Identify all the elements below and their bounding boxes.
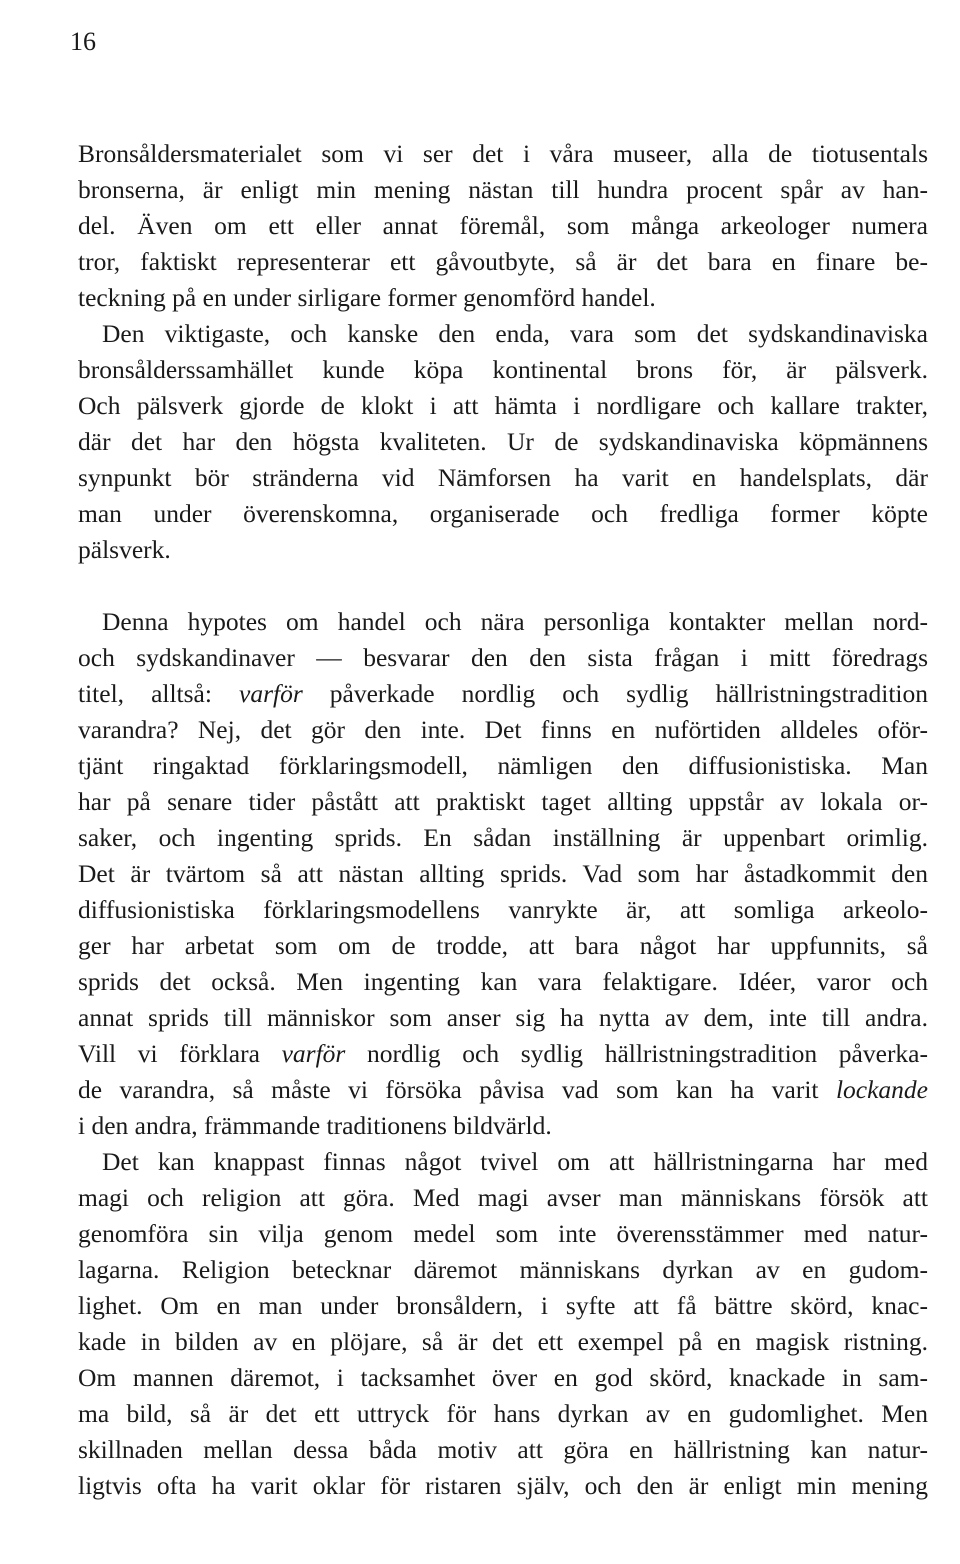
text-line: teckning på en under sirligare former genomförd handel. — [78, 283, 656, 312]
text-line: saker, och ingenting sprids. En sådan inställning är uppenbart orimlig. — [78, 823, 928, 852]
paragraph-gap — [78, 568, 928, 604]
paragraph-1 — [78, 136, 928, 316]
text-line: titel, alltså: varför påverkade nordlig och sydlig hällristningstradition — [78, 679, 928, 708]
text-line: tjänt ringaktad förklaringsmodell, nämligen den diffusionistiska. Man — [78, 751, 928, 780]
text-line: pälsverk. — [78, 535, 171, 564]
page-number: 16 — [70, 27, 96, 56]
text-line: ger har arbetat som om de trodde, att bara något har uppfunnits, så — [78, 931, 928, 960]
text-line: tror, faktiskt representerar ett gåvoutbyte, så är det bara en finare be- — [78, 247, 928, 276]
text-line: Om mannen däremot, i tacksamhet över en god skörd, knackade in sam- — [78, 1363, 928, 1392]
text-line: diffusionistiska förklaringsmodellens vanrykte är, att somliga arkeolo- — [78, 895, 928, 924]
text-line: kade in bilden av en plöjare, så är det ett exempel på en magisk ristning. — [78, 1327, 928, 1356]
text-line: Den viktigaste, och kanske den enda, vara som det sydskandinaviska — [102, 319, 928, 348]
text-line: Det är tvärtom så att nästan allting sprids. Vad som har åstadkommit den — [78, 859, 928, 888]
body-text — [78, 136, 928, 1504]
text-line: annat sprids till människor som anser sig ha nytta av dem, inte till andra. — [78, 1003, 928, 1032]
text-line: de varandra, så måste vi försöka påvisa vad som kan ha varit lockande — [78, 1075, 928, 1104]
text-line: Och pälsverk gjorde de klokt i att hämta i nordligare och kallare trakter, — [78, 391, 928, 420]
text-line: Bronsåldersmaterialet som vi ser det i våra museer, alla de tiotusentals — [78, 139, 928, 168]
paragraph-4 — [78, 1144, 928, 1504]
text-line: lighet. Om en man under bronsåldern, i syfte att få bättre skörd, knac- — [78, 1291, 928, 1320]
text-line: genomföra sin vilja genom medel som inte överensstämmer med natur- — [78, 1219, 928, 1248]
text-line: skillnaden mellan dessa båda motiv att göra en hällristning kan natur- — [78, 1435, 928, 1464]
text-line: synpunkt bör stränderna vid Nämforsen ha varit en handelsplats, där — [78, 463, 928, 492]
text-line: lagarna. Religion betecknar däremot människans dyrkan av en gudom- — [78, 1255, 928, 1284]
text-line: man under överenskomna, organiserade och fredliga former köpte — [78, 499, 928, 528]
text-line: ma bild, så är det ett uttryck för hans dyrkan av en gudomlighet. Men — [78, 1399, 928, 1428]
text-line: bronsålderssamhället kunde köpa kontinental brons för, är pälsverk. — [78, 355, 928, 384]
paragraph-2 — [78, 316, 928, 568]
text-line: där det har den högsta kvaliteten. Ur de sydskandinaviska köpmännens — [78, 427, 928, 456]
text-line: del. Även om ett eller annat föremål, som många arkeologer numera — [78, 211, 928, 240]
text-line: ligtvis ofta ha varit oklar för ristaren själv, och den är enligt min mening — [78, 1471, 928, 1500]
text-line: Denna hypotes om handel och nära personliga kontakter mellan nord- — [102, 607, 928, 636]
text-line: magi och religion att göra. Med magi avser man människans försök att — [78, 1183, 928, 1212]
text-line: Det kan knappast finnas något tvivel om att hällristningarna har med — [102, 1147, 928, 1176]
text-line: i den andra, främmande traditionens bildvärld. — [78, 1111, 552, 1140]
text-line: Vill vi förklara varför nordlig och sydlig hällristningstradition påverka- — [78, 1039, 928, 1068]
paragraph-3 — [78, 604, 928, 1144]
text-line: sprids det också. Men ingenting kan vara felaktigare. Idéer, varor och — [78, 967, 928, 996]
text-line: varandra? Nej, det gör den inte. Det finns en nuförtiden alldeles oför- — [78, 715, 928, 744]
text-line: har på senare tider påstått att praktiskt taget allting uppstår av lokala or- — [78, 787, 928, 816]
text-line: och sydskandinaver — besvarar den den sista frågan i mitt föredrags — [78, 643, 928, 672]
text-line: bronserna, är enligt min mening nästan till hundra procent spår av han- — [78, 175, 928, 204]
